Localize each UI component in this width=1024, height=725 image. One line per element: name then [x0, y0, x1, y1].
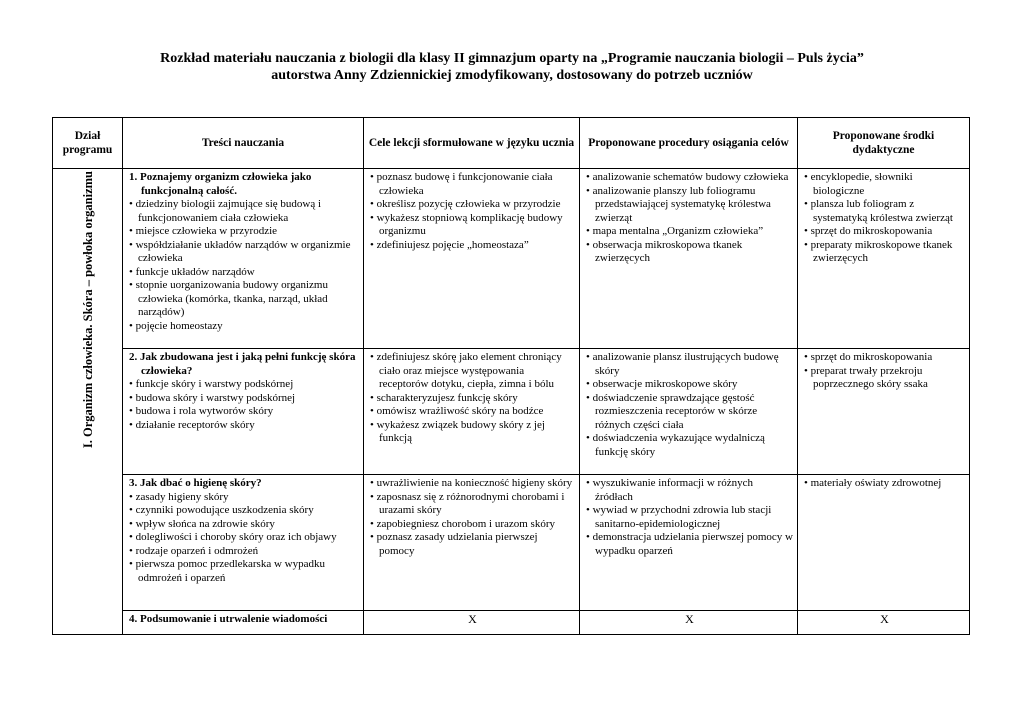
list-item: • preparaty mikroskopowe tkanek zwierzęcych [804, 239, 965, 266]
list-item: • materiały oświaty zdrowotnej [804, 477, 965, 491]
list-item: • poznasz budowę i funkcjonowanie ciała człowieka [370, 171, 575, 198]
procedures-cell [580, 169, 798, 349]
list-item: • dziedziny biologii zajmujące się budową i funkcjonowaniem ciała człowieka [129, 198, 359, 225]
content-cell [123, 475, 364, 611]
list-item: • miejsce człowieka w przyrodzie [129, 225, 359, 239]
list-item: • analizowanie schematów budowy człowieka [586, 171, 793, 185]
content-cell [123, 169, 364, 349]
list-item: • sprzęt do mikroskopowania [804, 351, 965, 365]
summary-row [53, 611, 970, 635]
summary-procedures: X [580, 611, 798, 635]
curriculum-table [52, 117, 970, 635]
list-item: • sprzęt do mikroskopowania [804, 225, 965, 239]
section-label: I. Organizm człowieka. Skóra – powłoka organizmu [80, 171, 95, 449]
list-item: • wyszukiwanie informacji w różnych źródłach [586, 477, 793, 504]
summary-means: X [798, 611, 970, 635]
list-item: • obserwacje mikroskopowe skóry [586, 378, 793, 392]
list-item: • wywiad w przychodni zdrowia lub stacji sanitarno-epidemiologicznej [586, 504, 793, 531]
list-item: • zaposnasz się z różnorodnymi chorobami i urazami skóry [370, 491, 575, 518]
means-cell [798, 475, 970, 611]
goals-cell [364, 349, 580, 475]
header-procedury: Proponowane procedury osiągania celów [580, 118, 798, 169]
list-item: • określisz pozycję człowieka w przyrodzie [370, 198, 575, 212]
list-item: • wykażesz stopniową komplikację budowy organizmu [370, 212, 575, 239]
list-item: • współdziałanie układów narządów w organizmie człowieka [129, 239, 359, 266]
list-item: • budowa skóry i warstwy podskórnej [129, 392, 359, 406]
list-item: • encyklopedie, słowniki biologiczne [804, 171, 965, 198]
title-line-1: Rozkład materiału nauczania z biologii dla klasy II gimnazjum oparty na „Programie nauczania biologii – Puls życia” [160, 51, 864, 66]
list-item: • poznasz zasady udzielania pierwszej pomocy [370, 531, 575, 558]
summary-topic-cell [123, 611, 364, 635]
header-cele: Cele lekcji sformułowane w języku ucznia [364, 118, 580, 169]
list-item: • zdefiniujesz pojęcie „homeostaza” [370, 239, 575, 253]
list-item: • działanie receptorów skóry [129, 419, 359, 433]
list-item: • doświadczenie sprawdzające gęstość rozmieszczenia receptorów w skórze różnych części ciała [586, 392, 793, 433]
list-item: • wpływ słońca na zdrowie skóry [129, 518, 359, 532]
procedures-cell [580, 349, 798, 475]
list-item: • zapobiegniesz chorobom i urazom skóry [370, 518, 575, 532]
list-item: • obserwacja mikroskopowa tkanek zwierzęcych [586, 239, 793, 266]
header-srodki: Proponowane środki dydaktyczne [798, 118, 970, 169]
list-item: • omówisz wrażliwość skóry na bodźce [370, 405, 575, 419]
list-item: • plansza lub foliogram z systematyką królestwa zwierząt [804, 198, 965, 225]
list-item: • scharakteryzujesz funkcję skóry [370, 392, 575, 406]
topic-title: 2. Jak zbudowana jest i jaką pełni funkcję skóra człowieka? [129, 351, 356, 377]
list-item: • mapa mentalna „Organizm człowieka” [586, 225, 793, 239]
list-item: • pierwsza pomoc przedlekarska w wypadku odmrożeń i oparzeń [129, 558, 359, 585]
summary-goals: X [364, 611, 580, 635]
header-row [53, 118, 970, 169]
header-dzial: Dział programu [53, 118, 123, 169]
goals-cell [364, 475, 580, 611]
list-item: • funkcje skóry i warstwy podskórnej [129, 378, 359, 392]
list-item: • rodzaje oparzeń i odmrożeń [129, 545, 359, 559]
goals-cell [364, 169, 580, 349]
list-item: • zasady higieny skóry [129, 491, 359, 505]
list-item: • stopnie uorganizowania budowy organizmu człowieka (komórka, tkanka, narząd, układ narządów) [129, 279, 359, 320]
list-item: • analizowanie planszy lub foliogramu przedstawiającej systematykę królestwa zwierząt [586, 185, 793, 226]
header-tresci: Treści nauczania [123, 118, 364, 169]
list-item: • demonstracja udzielania pierwszej pomocy w wypadku oparzeń [586, 531, 793, 558]
topic-title: 1. Poznajemy organizm człowieka jako funkcjonalną całość. [129, 171, 312, 197]
means-cell [798, 169, 970, 349]
table-row [53, 169, 970, 349]
table-row [53, 349, 970, 475]
list-item: • doświadczenia wykazujące wydalniczą funkcję skóry [586, 432, 793, 459]
title-line-2: autorstwa Anny Zdziennickiej zmodyfikowany, dostosowany do potrzeb uczniów [271, 68, 753, 83]
list-item: • dolegliwości i choroby skóry oraz ich objawy [129, 531, 359, 545]
list-item: • preparat trwały przekroju poprzecznego skóry ssaka [804, 365, 965, 392]
list-item: • czynniki powodujące uszkodzenia skóry [129, 504, 359, 518]
list-item: • analizowanie plansz ilustrujących budowę skóry [586, 351, 793, 378]
document-title [0, 50, 1024, 84]
means-cell [798, 349, 970, 475]
list-item: • wykażesz związek budowy skóry z jej funkcją [370, 419, 575, 446]
list-item: • uwrażliwienie na konieczność higieny skóry [370, 477, 575, 491]
list-item: • budowa i rola wytworów skóry [129, 405, 359, 419]
summary-topic: 4. Podsumowanie i utrwalenie wiadomości [129, 613, 328, 625]
list-item: • funkcje układów narządów [129, 266, 359, 280]
table-row [53, 475, 970, 611]
section-cell [53, 169, 123, 635]
list-item: • zdefiniujesz skórę jako element chroniący ciało oraz miejsce występowania receptorów dotyku, ciepła, zimna i bólu [370, 351, 575, 392]
procedures-cell [580, 475, 798, 611]
content-cell [123, 349, 364, 475]
topic-title: 3. Jak dbać o higienę skóry? [129, 477, 262, 489]
list-item: • pojęcie homeostazy [129, 320, 359, 334]
